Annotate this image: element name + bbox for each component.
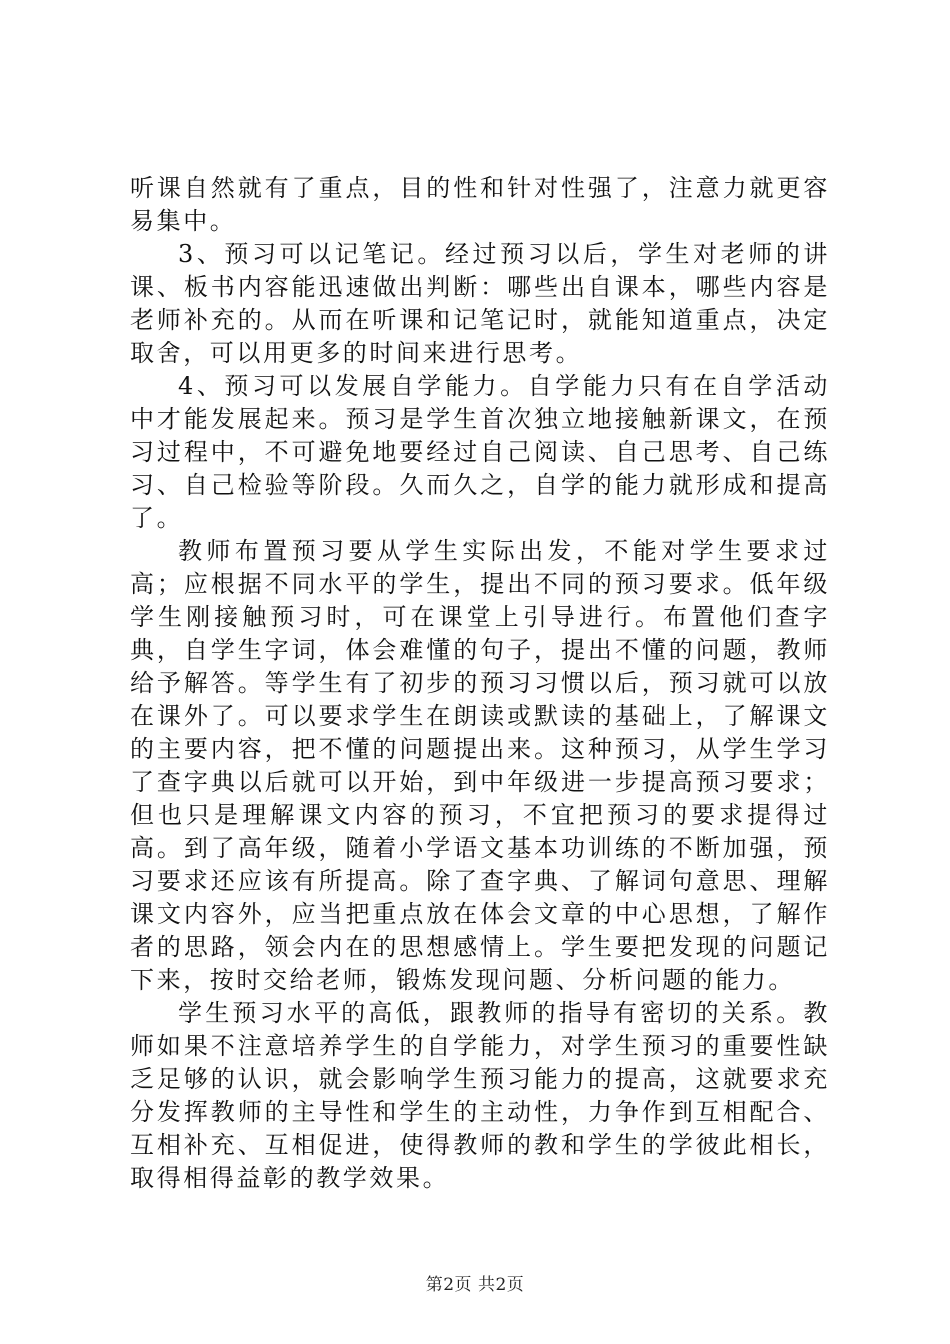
paragraph-4: 教师布置预习要从学生实际出发，不能对学生要求过高；应根据不同水平的学生，提出不同的预习要求。低年级学生刚接触预习时，可在课堂上引导进行。布置他们查字典，自学生字词，体会难懂的句子，提出不懂的问题，教师给予解答。等学生有了初步的预习习惯以后，预习就可以放在课外了。可以要求学生在朗读或默读的基础上，了解课文的主要内容，把不懂的问题提出来。这种预习，从学生学习了查字典以后就可以开始，到中年级进一步提高预习要求；但也只是理解课文内容的预习，不宜把预习的要求提得过高。到了高年级，随着小学语文基本功训练的不断加强，预习要求还应该有所提高。除了查字典、了解词句意思、理解课文内容外，应当把重点放在体会文章的中心思想，了解作者的思路，领会内在的思想感情上。学生要把发现的问题记下来，按时交给老师，锻炼发现问题、分析问题的能力。 xyxy=(130,537,830,994)
page-number-footer: 第2页 共2页 xyxy=(425,1275,525,1295)
paragraph-5: 学生预习水平的高低，跟教师的指导有密切的关系。教师如果不注意培养学生的自学能力，对学生预习的重要性缺乏足够的认识，就会影响学生预习能力的提高，这就要求充分发挥教师的主导性和学生的主动性，力争作到互相配合、互相补充、互相促进，使得教师的教和学生的学彼此相长，取得相得益彰的教学效果。 xyxy=(130,999,830,1192)
document-body xyxy=(130,172,830,1195)
paragraph-3: 4、预习可以发展自学能力。自学能力只有在自学活动中才能发展起来。预习是学生首次独立地接触新课文，在预习过程中，不可避免地要经过自己阅读、自己思考、自己练习、自己检验等阶段。久而久之，自学的能力就形成和提高了。 xyxy=(130,372,830,532)
paragraph-1: 听课自然就有了重点，目的性和针对性强了，注意力就更容易集中。 xyxy=(130,174,830,235)
paragraph-2: 3、预习可以记笔记。经过预习以后，学生对老师的讲课、板书内容能迅速做出判断：哪些出自课本，哪些内容是老师补充的。从而在听课和记笔记时，就能知道重点，决定取舍，可以用更多的时间来进行思考。 xyxy=(130,240,830,367)
